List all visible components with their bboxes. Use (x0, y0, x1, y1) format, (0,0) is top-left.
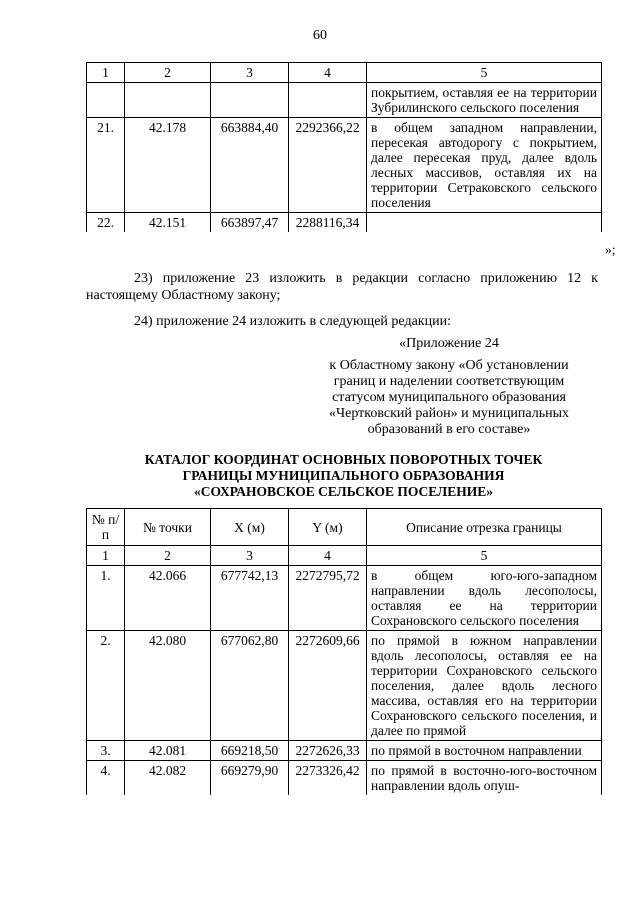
catalog-title (86, 452, 601, 500)
row-point: 42.080 (125, 631, 211, 741)
row-x: 677742,13 (211, 566, 289, 631)
boundary-table-continued (86, 62, 602, 232)
table-row (87, 761, 602, 796)
row-number: 22. (87, 213, 125, 233)
row-y: 2272626,33 (289, 741, 367, 761)
row-point: 42.066 (125, 566, 211, 631)
page-number: 60 (313, 28, 327, 43)
table-row (87, 631, 602, 741)
col-number: 2 (125, 546, 211, 566)
paragraph-23: 23) приложение 23 изложить в редакции согласно приложению 12 к настоящему Областному закону; (86, 271, 598, 303)
row-y: 2272795,72 (289, 566, 367, 631)
row-description: по прямой в восточно-юго-восточном направлении вдоль опуш- (367, 761, 602, 796)
row-x: 669218,50 (211, 741, 289, 761)
col-number: 2 (125, 63, 211, 83)
row-x: 669279,90 (211, 761, 289, 796)
catalog-title-line: ГРАНИЦЫ МУНИЦИПАЛЬНОГО ОБРАЗОВАНИЯ (182, 468, 505, 483)
col-number: 5 (367, 546, 602, 566)
catalog-title-line: КАТАЛОГ КООРДИНАТ ОСНОВНЫХ ПОВОРОТНЫХ ТОЧЕК (144, 452, 543, 467)
table-row (87, 83, 602, 118)
row-point: 42.081 (125, 741, 211, 761)
row-y: 2272609,66 (289, 631, 367, 741)
row-number: 1. (87, 566, 125, 631)
row-description: в общем западном направлении, пересекая автодорогу с покрытием, далее пересекая пруд, далее вдоль лесных массивов, оставляя их на территории Сетраковского сельского поселения (367, 118, 602, 213)
col-number: 4 (289, 63, 367, 83)
row-point: 42.151 (125, 213, 211, 233)
row-x: 663884,40 (211, 118, 289, 213)
col-header: X (м) (211, 509, 289, 546)
paragraph-24: 24) приложение 24 изложить в следующей редакции: (134, 314, 451, 329)
col-number: 4 (289, 546, 367, 566)
col-number: 1 (87, 63, 125, 83)
row-description: покрытием, оставляя ее на территории Зубрилинского сельского поселения (367, 83, 602, 118)
table-row (87, 118, 602, 213)
coordinates-table (86, 508, 602, 795)
row-x: 663897,47 (211, 213, 289, 233)
col-header: Описание отрезка границы (367, 509, 602, 546)
col-header: № точки (125, 509, 211, 546)
col-number: 5 (367, 63, 602, 83)
row-description: по прямой в восточном направлении (367, 741, 602, 761)
row-point: 42.082 (125, 761, 211, 796)
row-y: 2292366,22 (289, 118, 367, 213)
row-description: в общем юго-юго-западном направлении вдоль лесополосы, оставляя ее на территории Сохрановского сельского поселения (367, 566, 602, 631)
col-number: 1 (87, 546, 125, 566)
table-row (87, 566, 602, 631)
table-row (87, 213, 602, 233)
table-header (87, 509, 602, 546)
row-point: 42.178 (125, 118, 211, 213)
col-header: Y (м) (289, 509, 367, 546)
closing-quote: »; (605, 242, 616, 257)
appendix-title: «Приложение 24 (399, 336, 499, 351)
col-number: 3 (211, 63, 289, 83)
row-x: 677062,80 (211, 631, 289, 741)
row-number: 2. (87, 631, 125, 741)
catalog-title-line: «СОХРАНОВСКОЕ СЕЛЬСКОЕ ПОСЕЛЕНИЕ» (194, 484, 493, 499)
row-y: 2273326,42 (289, 761, 367, 796)
row-y: 2288116,34 (289, 213, 367, 233)
col-number: 3 (211, 546, 289, 566)
row-number: 4. (87, 761, 125, 796)
table-row (87, 741, 602, 761)
col-header: № п/п (87, 509, 125, 546)
appendix-caption: к Областному закону «Об установлении границ и наделении соответствующим статусом муниципального образования «Чертковский район» и муниципальных образований в его составе» (329, 358, 569, 437)
row-description (367, 213, 602, 233)
row-number: 21. (87, 118, 125, 213)
row-number: 3. (87, 741, 125, 761)
row-description: по прямой в южном направлении вдоль лесополосы, оставляя ее на территории Сохрановского сельского поселения, далее вдоль лесного массива, оставляя его на территории Сохрановского сельского поселения, и далее по прямой (367, 631, 602, 741)
table-header-numbers (87, 63, 602, 83)
table-header-numbers (87, 546, 602, 566)
